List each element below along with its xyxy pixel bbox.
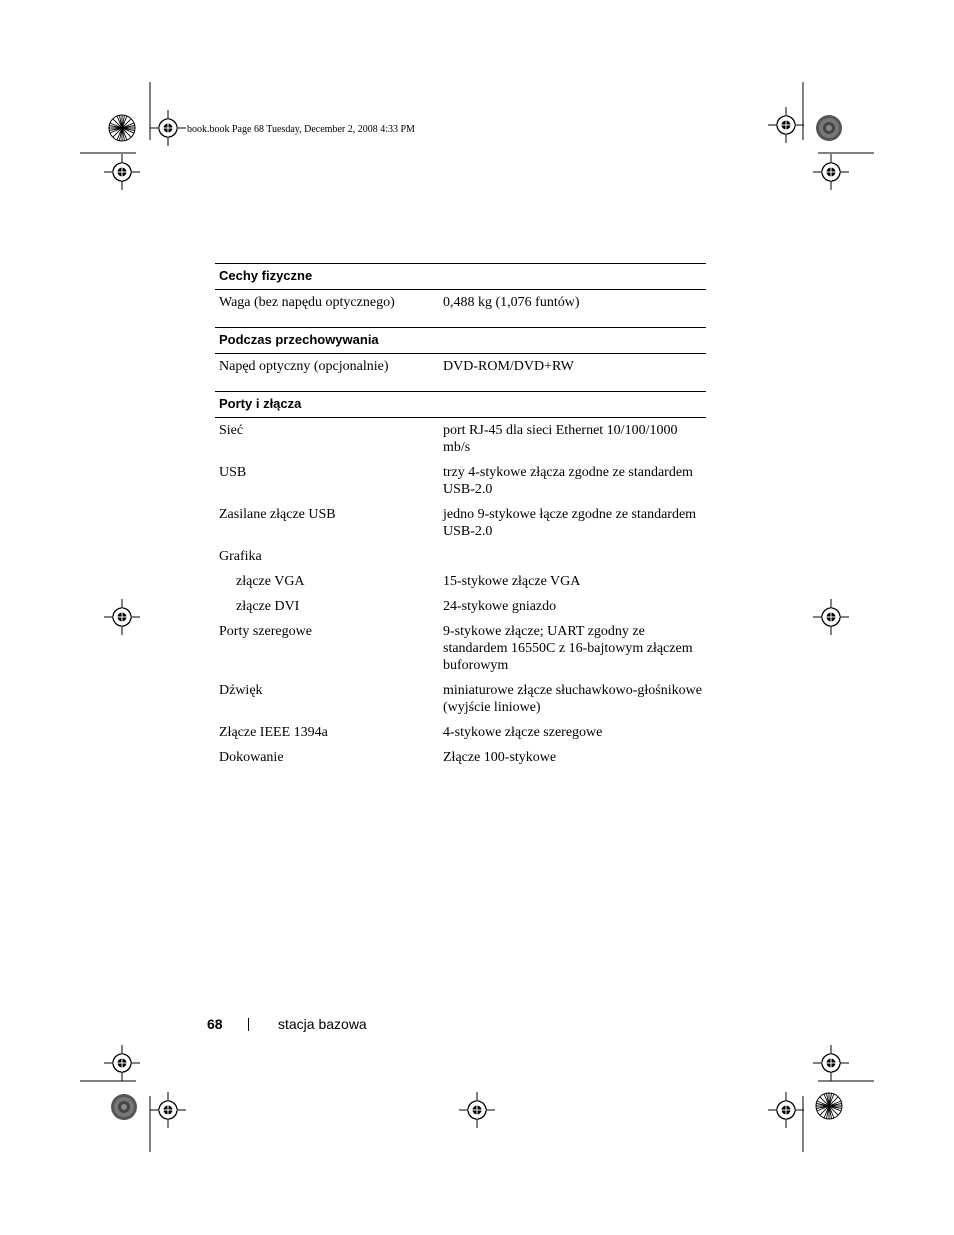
footer-title: stacja bazowa <box>278 1016 367 1032</box>
spec-value: jedno 9-stykowe łącze zgodne ze standardem USB-2.0 <box>443 507 697 539</box>
spec-row <box>215 422 706 464</box>
print-header: book.book Page 68 Tuesday, December 2, 2008 4:33 PM <box>187 124 415 135</box>
spec-row <box>215 358 706 383</box>
spec-row <box>215 548 706 573</box>
section-gap <box>215 319 706 327</box>
section-gap <box>215 383 706 391</box>
spec-row <box>215 464 706 506</box>
spec-row <box>215 623 706 682</box>
spec-row <box>215 294 706 319</box>
footer-separator <box>248 1018 249 1031</box>
spec-value: 15-stykowe złącze VGA <box>443 574 581 589</box>
page-number: 68 <box>207 1016 223 1032</box>
spec-row <box>215 682 706 724</box>
specifications-table <box>215 263 706 774</box>
spec-row <box>215 724 706 749</box>
spec-label: Sieć <box>219 423 244 438</box>
spec-label: złącze DVI <box>236 599 300 614</box>
spec-label: Zasilane złącze USB <box>219 507 336 522</box>
spec-label: Waga (bez napędu optycznego) <box>219 295 395 310</box>
section-heading: Cechy fizyczne <box>215 263 706 290</box>
spec-label: złącze VGA <box>236 574 305 589</box>
section-heading: Porty i złącza <box>215 391 706 418</box>
spec-label: Złącze IEEE 1394a <box>219 725 328 740</box>
spec-label: Grafika <box>219 549 262 564</box>
section-rows <box>215 418 706 774</box>
spec-row <box>215 506 706 548</box>
spec-label: USB <box>219 465 247 480</box>
spec-row <box>215 573 706 598</box>
spec-value: 4-stykowe złącze szeregowe <box>443 725 603 740</box>
spec-label: Porty szeregowe <box>219 624 312 639</box>
spec-value: 9-stykowe złącze; UART zgodny ze standardem 16550C z 16-bajtowym złączem buforowym <box>443 624 693 673</box>
spec-value: Złącze 100-stykowe <box>443 750 557 765</box>
spec-row <box>215 749 706 774</box>
section-heading: Podczas przechowywania <box>215 327 706 354</box>
spec-value: port RJ-45 dla sieci Ethernet 10/100/1000 mb/s <box>443 423 678 455</box>
spec-row <box>215 598 706 623</box>
spec-label: Dźwięk <box>219 683 263 698</box>
spec-label: Dokowanie <box>219 750 284 765</box>
spec-value: 24-stykowe gniazdo <box>443 599 557 614</box>
section-rows <box>215 290 706 319</box>
spec-value <box>443 548 702 565</box>
spec-value: DVD-ROM/DVD+RW <box>443 359 574 374</box>
section-rows <box>215 354 706 383</box>
spec-label: Napęd optyczny (opcjonalnie) <box>219 359 389 374</box>
spec-value: 0,488 kg (1,076 funtów) <box>443 295 580 310</box>
spec-value: trzy 4-stykowe złącza zgodne ze standardem USB-2.0 <box>443 465 693 497</box>
spec-value: miniaturowe złącze słuchawkowo-głośnikowe (wyjście liniowe) <box>443 683 702 715</box>
